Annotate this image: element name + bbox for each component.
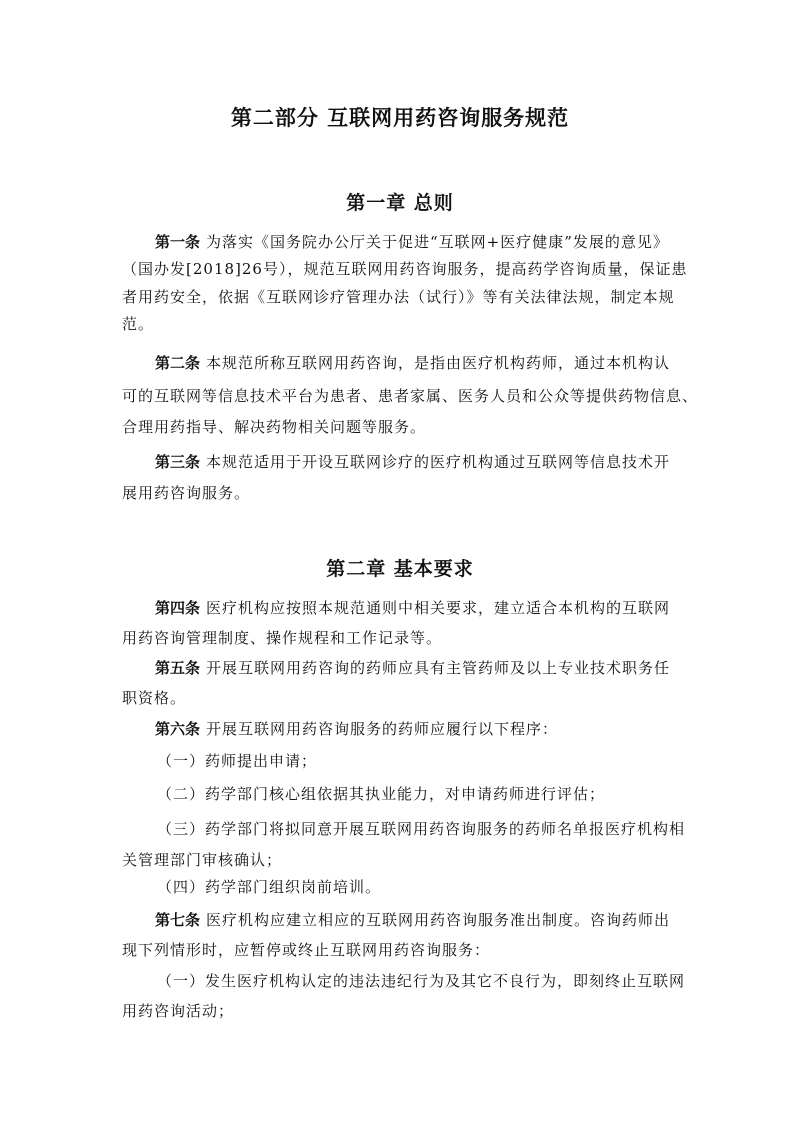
article-4-text-1: 医疗机构应按照本规范通则中相关要求，建立适合本机构的互联网 — [206, 599, 671, 617]
article-4-label: 第四条 — [155, 599, 201, 617]
article-2-line-3: 合理用药指导、解决药物相关问题等服务。 — [122, 418, 427, 436]
article-6-item-1: （一）药师提出申请； — [157, 752, 318, 770]
article-6-label: 第六条 — [155, 720, 201, 738]
article-7-item-1-line-2: 用药咨询活动； — [122, 1002, 235, 1020]
article-6-item-2: （二）药学部门核心组依据其执业能力，对申请药师进行评估； — [157, 785, 606, 803]
article-5-line-1 — [155, 657, 670, 679]
article-3-text-1: 本规范适用于开设互联网诊疗的医疗机构通过互联网等信息技术开 — [206, 453, 671, 471]
chapter-heading-general: 第一章 总则 — [346, 192, 454, 214]
article-4-line-2: 用药咨询管理制度、操作规程和工作记录等。 — [122, 629, 443, 647]
article-7-line-2: 现下列情形时，应暂停或终止互联网用药咨询服务： — [122, 941, 491, 959]
article-7-item-1-line-1: （一）发生医疗机构认定的违法违纪行为及其它不良行为，即刻终止互联网 — [157, 972, 686, 990]
article-1-text-1: 为落实《国务院办公厅关于促进“互联网+医疗健康”发展的意见》 — [206, 233, 669, 251]
article-6-text-1: 开展互联网用药咨询服务的药师应履行以下程序： — [206, 720, 559, 738]
article-1-line-4: 范。 — [122, 315, 155, 333]
article-7-label: 第七条 — [155, 911, 201, 929]
article-5-label: 第五条 — [155, 659, 201, 677]
article-7-text-1: 医疗机构应建立相应的互联网用药咨询服务准出制度。咨询药师出 — [206, 911, 671, 929]
article-3-label: 第三条 — [155, 453, 201, 471]
article-6-item-4: （四）药学部门组织岗前培训。 — [157, 878, 382, 896]
article-5-text-1: 开展互联网用药咨询的药师应具有主管药师及以上专业技术职务任 — [206, 659, 671, 677]
article-7-line-1 — [155, 909, 670, 931]
article-1-line-3: 者用药安全，依据《互联网诊疗管理办法（试行）》等有关法律法规，制定本规 — [122, 288, 675, 306]
article-1-label: 第一条 — [155, 233, 201, 251]
article-5-line-2: 职资格。 — [122, 689, 187, 707]
article-2-label: 第二条 — [155, 354, 201, 372]
article-6-item-3-line-1: （三）药学部门将拟同意开展互联网用药咨询服务的药师名单报医疗机构相 — [157, 820, 686, 838]
chapter-heading-basic-requirements: 第二章 基本要求 — [326, 558, 474, 580]
article-6-item-3-line-2: 关管理部门审核确认； — [122, 851, 283, 869]
part-title: 第二部分 互联网用药咨询服务规范 — [230, 106, 570, 130]
article-1-line-1 — [155, 231, 669, 253]
article-3-line-2: 展用药咨询服务。 — [122, 484, 251, 502]
article-4-line-1 — [155, 597, 670, 619]
article-1-line-2: （国办发[2018]26号），规范互联网用药咨询服务，提高药学咨询质量，保证患 — [122, 260, 688, 278]
article-2-text-1: 本规范所称互联网用药咨询，是指由医疗机构药师，通过本机构认 — [206, 354, 671, 372]
article-2-line-2: 可的互联网等信息技术平台为患者、患者家属、医务人员和公众等提供药物信息、 — [122, 387, 699, 405]
article-6-line-1 — [155, 718, 558, 740]
article-2-line-1 — [155, 352, 670, 374]
article-3-line-1 — [155, 451, 670, 473]
